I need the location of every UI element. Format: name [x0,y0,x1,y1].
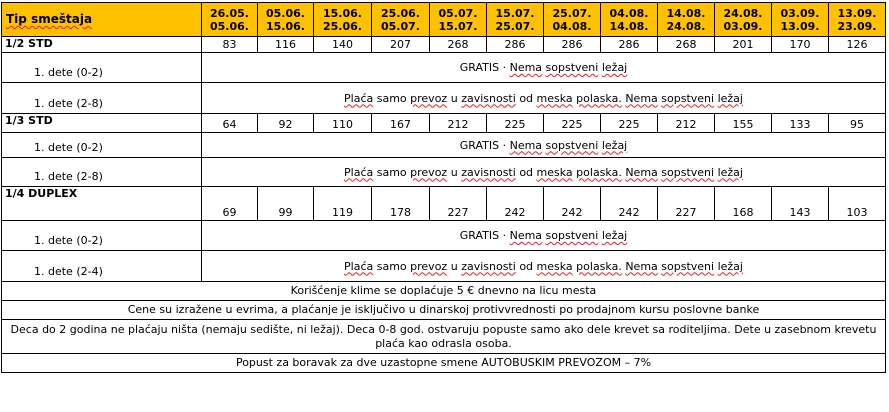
note-text [344,260,743,273]
footer-row [2,282,886,301]
cell-text: 26.05. [210,6,249,20]
room-type [2,187,202,221]
cell-text: 04.08. [552,19,592,33]
note-word: sopstveni [545,61,599,74]
cell-text: 04.08. [609,6,649,20]
note-word: samo [376,165,407,179]
cell-text: 05.06. [210,19,249,33]
note-word: u [450,91,458,105]
note-word: Nema [509,229,543,242]
period-header [487,3,544,37]
note-word: prevoz [410,259,448,273]
price-cell: 103 [829,187,886,221]
price-cell: 207 [372,37,430,53]
note-word: · [502,138,507,152]
period-header [430,3,487,37]
note-word: zavisnosti [461,259,516,273]
price-cell: 110 [314,114,372,133]
price-cell: 92 [258,114,314,133]
footer-note: Popust za boravak za dve uzastopne smene AUTOBUSKIM PREVOZOM – 7% [2,354,886,373]
child-label [2,83,202,114]
cell-text: 13.09. [780,19,820,33]
cell-text: 1. dete (2-4) [34,265,103,278]
period-header [601,3,658,37]
period-header [658,3,715,37]
price-cell: 225 [544,114,601,133]
price-cell: 286 [487,37,544,53]
note-word: ležaj [601,229,628,242]
cell-text: 14.08. [609,19,649,33]
cell-text: 25.06. [323,19,362,33]
note-text [344,92,743,105]
period-header [258,3,314,37]
price-cell: 178 [372,187,430,221]
note-word: Plaća [344,165,374,179]
cell-text: 15.06. [323,6,362,20]
cell-text: 05.07. [438,6,478,20]
price-cell: 170 [772,37,829,53]
note-word: ležaj [717,91,743,105]
note-word: u [450,165,458,179]
room-type [2,37,202,53]
note-word: ležaj [717,259,743,273]
cell-text: 23.09. [837,19,877,33]
child-note [202,53,886,83]
period-header [772,3,829,37]
cell-text: 15.06. [266,19,305,33]
price-row [2,37,886,53]
child-row [2,221,886,251]
cell-text: 1/3 STD [5,114,53,127]
cell-text: 13.09. [837,6,877,20]
note-word: zavisnosti [461,91,516,105]
child-label [2,53,202,83]
child-row [2,53,886,83]
child-label [2,133,202,158]
note-word: od [519,165,534,179]
note-word: Nema [625,259,658,273]
child-note [202,133,886,158]
child-label [2,158,202,187]
cell-text: 1. dete (0-2) [34,66,103,79]
price-cell: 201 [715,37,772,53]
cell-text: 15.07. [438,19,478,33]
price-cell: 167 [372,114,430,133]
note-word: sopstveni [661,165,715,179]
cell-text: 1. dete (0-2) [34,141,103,154]
note-word: polaska. [576,259,622,273]
price-cell: 225 [487,114,544,133]
note-word: polaska. [576,91,622,105]
cell-text: 15.07. [495,6,535,20]
note-word: ležaj [601,61,628,74]
price-cell: 143 [772,187,829,221]
price-row [2,114,886,133]
cell-text: 03.09. [780,6,820,20]
footer-note: Deca do 2 godina ne plaćaju ništa (nemaju sedište, ni ležaj). Deca 0-8 god. ostvaruju popuste samo ako dele krevet sa roditeljima. Dete u zasebnom krevetu plaća kao odrasla osoba. [2,320,886,354]
note-word: samo [376,91,407,105]
child-label [2,251,202,282]
period-header [202,3,258,37]
note-text [344,166,743,179]
price-cell: 99 [258,187,314,221]
child-row [2,158,886,187]
cell-text: 1. dete (2-8) [34,97,103,110]
note-word: GRATIS [459,61,500,74]
type-header: Tip smeštaja [2,3,202,37]
period-header [314,3,372,37]
child-note [202,221,886,251]
note-word: GRATIS [459,138,500,152]
note-word: · [502,61,507,74]
note-text [460,229,628,242]
price-cell: 286 [544,37,601,53]
price-cell: 140 [314,37,372,53]
price-cell: 225 [601,114,658,133]
footer-row [2,354,886,373]
child-label [2,221,202,251]
cell-text: 24.08. [723,6,763,20]
child-note [202,158,886,187]
cell-text: 1. dete (2-8) [34,170,103,183]
cell-text: 05.07. [381,19,420,33]
header-row [2,3,886,37]
note-word: zavisnosti [461,165,516,179]
cell-text: 25.07. [495,19,535,33]
note-word: Nema [625,165,658,179]
note-word: · [502,229,507,242]
note-word: ležaj [717,165,743,179]
note-word: GRATIS [459,229,500,242]
price-table [1,2,886,373]
price-row [2,187,886,221]
price-cell: 212 [658,114,715,133]
price-cell: 116 [258,37,314,53]
child-note [202,251,886,282]
price-cell: 242 [601,187,658,221]
price-cell: 64 [202,114,258,133]
note-word: Nema [509,138,543,152]
price-cell: 133 [772,114,829,133]
note-word: sopstveni [661,91,715,105]
child-row [2,251,886,282]
note-word: od [519,91,534,105]
cell-text: 1/4 DUPLEX [5,187,78,200]
price-cell: 227 [430,187,487,221]
note-word: meska [536,91,573,105]
price-cell: 242 [487,187,544,221]
note-word: meska [536,259,573,273]
note-text [460,61,628,74]
child-note [202,83,886,114]
price-cell: 155 [715,114,772,133]
cell-text: 14.08. [666,6,706,20]
note-word: od [519,259,534,273]
price-cell: 69 [202,187,258,221]
note-word: meska [536,165,573,179]
cell-text: 1/2 STD [5,37,53,50]
period-header [372,3,430,37]
note-word: u [450,259,458,273]
room-type [2,114,202,133]
price-cell: 268 [658,37,715,53]
cell-text: 1. dete (0-2) [34,234,103,247]
cell-text: 03.09. [723,19,763,33]
note-word: polaska. [576,165,622,179]
cell-text: 25.06. [381,6,420,20]
note-word: Plaća [344,259,374,273]
price-cell: 286 [601,37,658,53]
note-word: prevoz [410,165,448,179]
price-cell: 83 [202,37,258,53]
note-word: sopstveni [545,138,599,152]
footer-note: Cene su izražene u evrima, a plaćanje je isključivo u dinarskoj protivvrednosti po prodajnom kursu poslovne banke [2,301,886,320]
note-word: Plaća [344,91,374,105]
cell-text: 24.08. [666,19,706,33]
footer-row [2,301,886,320]
price-cell: 95 [829,114,886,133]
cell-text: 05.06. [266,6,305,20]
footer-note: Korišćenje klime se doplaćuje 5 € dnevno na licu mesta [2,282,886,301]
period-header [829,3,886,37]
note-word: Nema [625,91,658,105]
period-header [544,3,601,37]
cell-text: 25.07. [552,6,592,20]
child-row [2,133,886,158]
child-row [2,83,886,114]
price-cell: 119 [314,187,372,221]
note-text [460,139,628,152]
note-word: prevoz [410,91,448,105]
note-word: ležaj [601,138,628,152]
price-cell: 212 [430,114,487,133]
note-word: samo [376,259,407,273]
period-header [715,3,772,37]
footer-row [2,320,886,354]
price-cell: 242 [544,187,601,221]
note-word: sopstveni [661,259,715,273]
price-cell: 227 [658,187,715,221]
price-cell: 168 [715,187,772,221]
note-word: sopstveni [545,229,599,242]
price-cell: 268 [430,37,487,53]
note-word: Nema [509,61,543,74]
price-cell: 126 [829,37,886,53]
